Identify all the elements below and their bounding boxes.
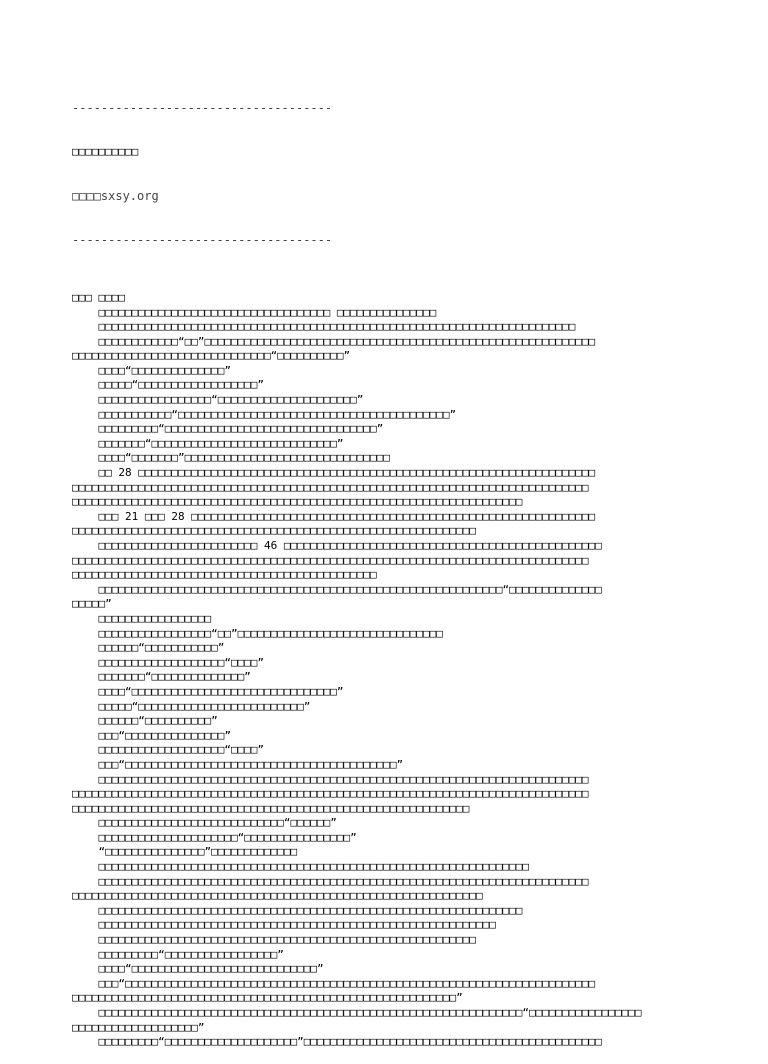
text-line: □□□“□□□□□□□□□□□□□□□” [72,728,231,742]
document-body [72,276,702,1049]
text-line: □□□□□□□“□□□□□□□□□□□□□□” [72,670,251,684]
text-line: □□□□□□□□□□□□□□□□□“□□”□□□□□□□□□□□□□□□□□□□□□□□□□□□□□□□ [72,626,443,640]
text-line: □□□□□□□□□□□□□□□□□□□□□□□□ 46 □□□□□□□□□□□□□□□□□□□□□□□□□□□□□□□□□□□□□□□□□□□□□□□□ [72,539,602,552]
text-line: □□□“□□□□□□□□□□□□□□□□□□□□□□□□□□□□□□□□□□□□□□□□□” [72,757,404,771]
text-line: □□□□□□□□□□□□□□□□□□□□□□□□□□□□□□□□□□□□□□□□□□□□□□□□□□□□□□□□□□□□□□□□□□□□□□□□□□□□□□ [72,787,589,801]
text-line: □□□□□□□□□□□□□□□□□□□” [72,1020,205,1034]
text-line: □□□□□“□□□□□□□□□□□□□□□□□□□□□□□□□” [72,699,311,713]
text-line: □□□□□□□□□□□□□□□□□□□□□□□□□□□□□□□□□□□□□□□□□□□□□□□□□□□□□□□□□□□□□□□□“□□□□□□□□□□□□□□□□□ [72,1006,642,1019]
text-line: □□□□□□□□□□□□□□□□□□□“□□□□” [72,743,265,757]
text-line: □□□□□□□□□□□□□□□□□□□□□□□□□□□□□□□□□□□□□□□□□□□□□□□□□□□□□□□□□□□□□□ [72,889,483,903]
text-line: □□□□“□□□□□□□”□□□□□□□□□□□□□□□□□□□□□□□□□□□□□□□ [72,451,390,465]
text-line: □□□□“□□□□□□□□□□□□□□□□□□□□□□□□□□□□□□□” [72,684,344,698]
text-line: □□□□□“□□□□□□□□□□□□□□□□□□” [72,378,265,392]
separator-bottom: ------------------------------------ [72,232,333,247]
text-line: □□□□□□□□□□□□□□□□□□□□□□□□□□□□□□□□□□□□□□□□□□□□□□ [72,568,377,582]
text-line: □□□□“□□□□□□□□□□□□□□” [72,363,231,377]
text-line: “□□□□□□□□□□□□□□□”□□□□□□□□□□□□□ [72,845,298,859]
text-line: □□□□□□□□□□□□□□□□□□□□□□□□□□□□□□□□□□□□□□□□□□□□□□□□□□□□□□□□□□□□□□□□□□□□□□□□□□ [72,874,589,888]
text-line: □□□□□□□□□□□□□□□□□□□□□□□□□□□□□□□□□□□□□□□□□□□□□□□□□□□□□□□□□□□□□ [72,524,476,538]
text-line: □□□□□□□“□□□□□□□□□□□□□□□□□□□□□□□□□□□□” [72,436,344,450]
text-line: □□□“□□□□□□□□□□□□□□□□□□□□□□□□□□□□□□□□□□□□□□□□□□□□□□□□□□□□□□□□□□□□□□□□□□□□□□□ [72,976,596,990]
text-line: □□□□□□□□□“□□□□□□□□□□□□□□□□□□□□□□□□□□□□□□□□” [72,422,384,436]
text-line: □□□□□□□□□□□“□□□□□□□□□□□□□□□□□□□□□□□□□□□□□□□□□□□□□□□□□” [72,407,457,421]
text-line [72,276,702,291]
text-line: □□□□□□□□□□□□□□□□□□□□□□□□□□□□□□□□□□□□□□□□□□□□□□□□□□□□□□□□□□□□□□□□□□□□□□□□□□□□□□ [72,480,589,494]
text-line: □□□□□□□□□□□□□□□□□□□□□□□□□□□□□□□□□□□□□□□□□□□□□□□□□□□□□□□□□□” [72,991,463,1005]
text-line: □□□□□□□□□□□□□□□□□□□□□□□□□□□□□□□□□□□ □□□□□□□□□□□□□□□ [72,305,437,319]
text-line: □□□□□□□□□□□□□□□□□□□□□□□□□□□□□□□□□□□□□□□□□□□□□□□□□□□□□□□□□ [72,933,476,947]
text-line: □□□□□” [72,597,112,611]
text-line: □□□□□□□□□□□□□□□□□□□□□□□□□□□□□□□□□□□□□□□□□□□□□□□□□□□□□□□□□□□□□□□□□ [72,860,529,874]
text-line: □□□□□□□□□□□□□□□□□□□□□□□□□□□□□□□□□□□□□□□□□□□□□□□□□□□□□□□□□□□□ [72,801,470,815]
text-line: □□□□□□□□□“□□□□□□□□□□□□□□□□□□□□”□□□□□□□□□□□□□□□□□□□□□□□□□□□□□□□□□□□□□□□□□□□□□ [72,1035,602,1049]
text-line: □□□□□□□□□□□□□□□□□□□□□□□□□□□□□□□□□□□□□□□□□□□□□□□□□□□□□□□□□□□□□□□□□□□□ [72,495,523,509]
text-line: □□□□□□“□□□□□□□□□□□” [72,641,225,655]
text-line: □□□□□□□□□□□□□□□□□□□□□□□□□□□□□□□□□□□□□□□□□□□□□□□□□□□□□□□□□□□□□□□□□□□□□□□□□□□□□□ [72,553,589,567]
text-line: □□□□□□□□□□□□□□□□□□□□□□□□□□□□□□□□□□□□□□□□□□□□□□□□□□□□□□□□□□□□□□□□□□□□□□□□□□ [72,772,589,786]
header-line-1: □□□□□□□□□□ [72,144,139,158]
text-line: □□□ 21 □□□ 28 □□□□□□□□□□□□□□□□□□□□□□□□□□□□□□□□□□□□□□□□□□□□□□□□□□□□□□□□□□□□□ [72,509,596,523]
text-line: □□□□□□□□□□□□□□□□□□□□□□□□□□□□□□□□□□□□□□□□□□□□□□□□□□□□□□□□□□□□□“□□□□□□□□□□□□□□ [72,582,602,596]
text-line: □□ 28 □□□□□□□□□□□□□□□□□□□□□□□□□□□□□□□□□□□□□□□□□□□□□□□□□□□□□□□□□□□□□□□□□□□□□ [72,466,596,480]
text-line: □□□□□□□□□□□□□□□□□ [72,611,212,625]
text-line: □□□□□□□□□□□□□□□□□“□□□□□□□□□□□□□□□□□□□□□” [72,393,364,407]
document-page [72,72,702,1064]
text-line: □□□□□□□□□□□□□□□□□□□□□□□□□□□□□□□□□□□□□□□□□□□□□□□□□□□□□□□□□□□□□□□□□□□□□□□□ [72,320,576,334]
text-line: □□□□□□□□□□□□□□□□□□□□□□□□□□□□□□□□□□□□□□□□□□□□□□□□□□□□□□□□□□□□□□□□ [72,903,523,917]
separator-top: ------------------------------------ [72,101,333,116]
text-line: □□□□“□□□□□□□□□□□□□□□□□□□□□□□□□□□□” [72,962,324,976]
text-line: □□□□□□□□□□□□□□□□□□□□□□□□□□□□□□“□□□□□□□□□□” [72,349,351,363]
text-line: □□□ □□□□ [72,290,125,304]
text-line: □□□□□□□□□“□□□□□□□□□□□□□□□□□” [72,947,284,961]
text-line: □□□□□□“□□□□□□□□□□” [72,714,218,728]
text-line: □□□□□□□□□□□□□□□□□□□□□□□□□□□□“□□□□□□” [72,816,337,830]
text-line: □□□□□□□□□□□□“□□”□□□□□□□□□□□□□□□□□□□□□□□□□□□□□□□□□□□□□□□□□□□□□□□□□□□□□□□□□□□ [72,334,596,348]
text-line: □□□□□□□□□□□□□□□□□□□“□□□□” [72,655,265,669]
text-line: □□□□□□□□□□□□□□□□□□□□□“□□□□□□□□□□□□□□□□” [72,830,357,844]
text-line: □□□□□□□□□□□□□□□□□□□□□□□□□□□□□□□□□□□□□□□□□□□□□□□□□□□□□□□□□□□□ [72,918,496,932]
site-line: □□□□sxsy.org [72,188,159,203]
